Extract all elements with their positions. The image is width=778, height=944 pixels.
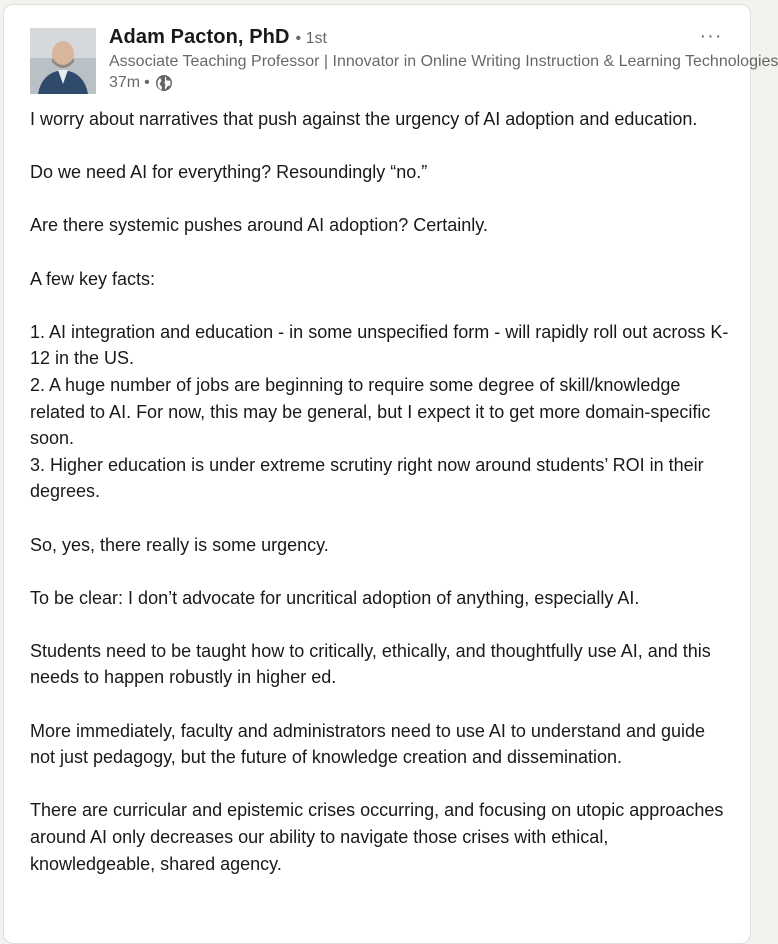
list-item: 3. Higher education is under extreme scrutiny right now around students’ ROI in their degrees. [30, 454, 704, 502]
connection-degree: • 1st [295, 30, 327, 47]
paragraph: Are there systemic pushes around AI adoption? Certainly. [30, 215, 488, 236]
post-body [30, 106, 730, 904]
paragraph: Students need to be taught how to critically, ethically, and thoughtfully use AI, and this needs to happen robustly in higher ed. [30, 640, 711, 688]
paragraph: So, yes, there really is some urgency. [30, 534, 329, 555]
list-item: 1. AI integration and education - in some unspecified form - will rapidly roll out across K-12 in the US. [30, 321, 729, 369]
globe-icon [155, 74, 173, 92]
meta-separator: • [144, 74, 150, 91]
list-item: 2. A huge number of jobs are beginning to require some degree of skill/knowledge related to AI. For now, this may be general, but I expect it to get more domain-specific soon. [30, 374, 711, 449]
author-line [109, 26, 327, 49]
paragraph: More immediately, faculty and administrators need to use AI to understand and guide not just pedagogy, but the future of knowledge creation and dissemination. [30, 720, 706, 768]
post-time: 37m [109, 74, 141, 91]
post-card [3, 4, 778, 944]
paragraph: There are curricular and epistemic crises occurring, and focusing on utopic approaches around AI only decreases our ability to navigate those crises with ethical, knowledgeable, shared agency. [30, 800, 724, 874]
paragraph: I worry about narratives that push against the urgency of AI adoption and education. [30, 109, 698, 129]
author-name[interactable]: Adam Pacton, PhD [109, 26, 290, 48]
paragraph: Do we need AI for everything? Resoundingly “no.” [30, 162, 428, 183]
post-meta [109, 74, 173, 92]
paragraph: To be clear: I don’t advocate for uncritical adoption of anything, especially AI. [30, 587, 640, 608]
author-headline: Associate Teaching Professor | Innovator in Online Writing Instruction & Learning Technologies [109, 53, 778, 70]
avatar[interactable] [30, 28, 96, 94]
list-group [30, 319, 730, 505]
paragraph: A few key facts: [30, 268, 156, 289]
more-options-button[interactable]: ··· [699, 24, 723, 47]
